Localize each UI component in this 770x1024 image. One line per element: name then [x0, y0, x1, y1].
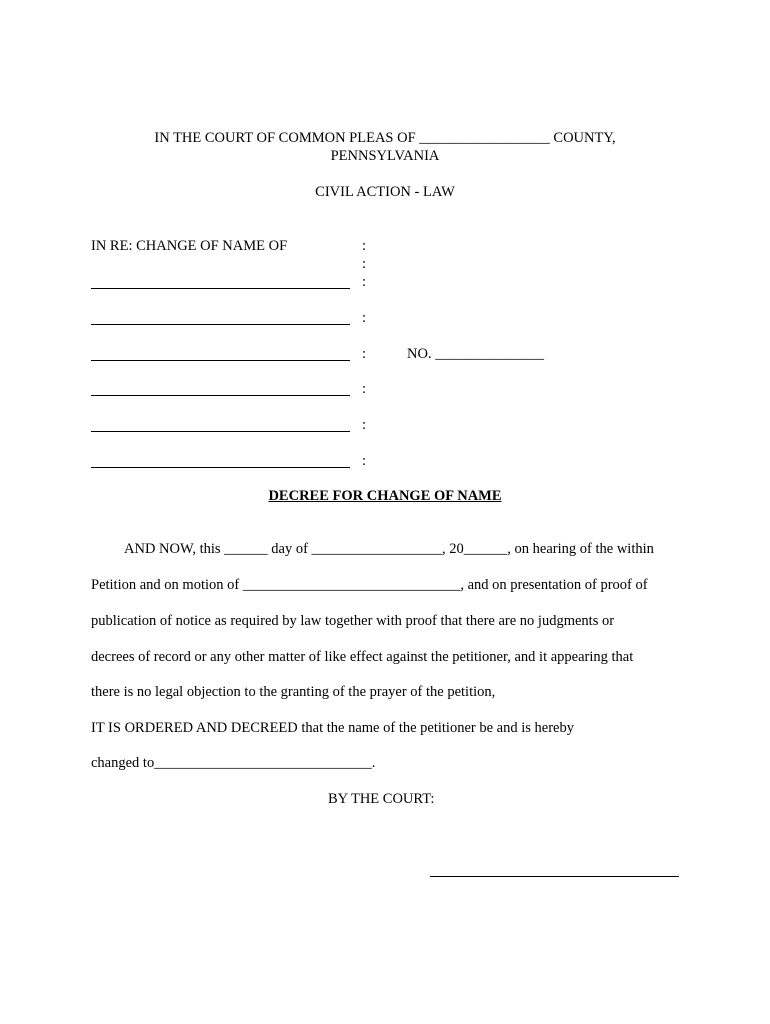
- decree-line-6: IT IS ORDERED AND DECREED that the name of the petitioner be and is hereby: [91, 720, 574, 736]
- petitioner-name-line[interactable]: [91, 395, 350, 396]
- caption-colon: :: [362, 256, 367, 272]
- state-heading: PENNSYLVANIA: [330, 148, 440, 164]
- caption-colon: :: [362, 274, 367, 290]
- decree-line-1: AND NOW, this ______ day of __________________, 20______, on hearing of the within: [124, 541, 654, 557]
- decree-line-7: changed to______________________________.: [91, 755, 376, 771]
- petitioner-name-line[interactable]: [91, 360, 350, 361]
- petitioner-name-line[interactable]: [91, 467, 350, 468]
- judge-signature-line[interactable]: [430, 876, 679, 877]
- caption-colon: :: [362, 238, 367, 254]
- caption-colon: :: [362, 310, 367, 326]
- in-re-label: IN RE: CHANGE OF NAME OF: [91, 238, 288, 254]
- decree-title: DECREE FOR CHANGE OF NAME: [268, 488, 502, 504]
- caption-colon: :: [362, 381, 367, 397]
- decree-line-5: there is no legal objection to the granting of the prayer of the petition,: [91, 684, 496, 700]
- decree-line-3: publication of notice as required by law together with proof that there are no judgments or: [91, 613, 615, 629]
- decree-line-2: Petition and on motion of ______________________________, and on presentation of proof of: [91, 577, 648, 593]
- petitioner-name-line[interactable]: [91, 431, 350, 432]
- caption-colon: :: [362, 417, 367, 433]
- petitioner-name-line[interactable]: [91, 324, 350, 325]
- caption-colon: :: [362, 346, 367, 362]
- caption-colon: :: [362, 453, 367, 469]
- court-heading: IN THE COURT OF COMMON PLEAS OF __________________ COUNTY,: [154, 130, 616, 146]
- petitioner-name-line[interactable]: [91, 288, 350, 289]
- decree-line-4: decrees of record or any other matter of like effect against the petitioner, and it appearing that: [91, 649, 634, 665]
- case-number-field[interactable]: NO. _______________: [407, 346, 544, 362]
- by-the-court-label: BY THE COURT:: [328, 791, 435, 807]
- action-heading: CIVIL ACTION - LAW: [315, 184, 455, 200]
